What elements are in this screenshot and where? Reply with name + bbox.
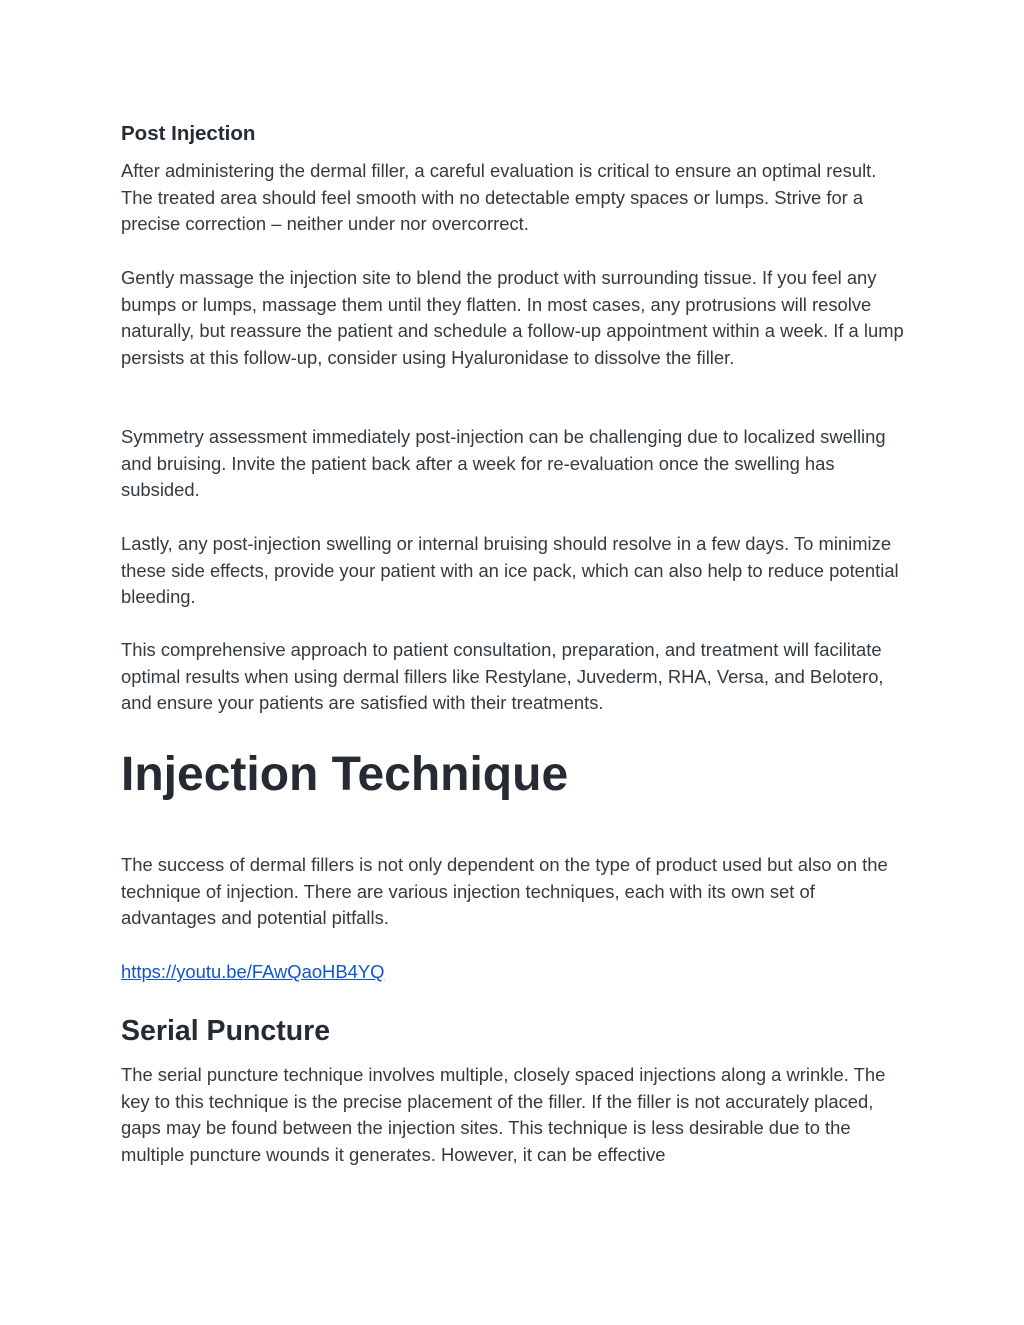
- injection-technique-intro: The success of dermal fillers is not only dependent on the type of product used but also on the technique of injection. There are various injection techniques, each with its own set of advantages and potential pitfalls.: [121, 854, 888, 929]
- video-link[interactable]: https://youtu.be/FAwQaoHB4YQ: [121, 961, 385, 982]
- injection-technique-heading: Injection Technique: [121, 748, 569, 801]
- post-injection-paragraph-1: After administering the dermal filler, a careful evaluation is critical to ensure an optimal result. The treated area should feel smooth with no detectable empty spaces or lumps. Strive for a precise correction – neither under nor overcorrect.: [121, 160, 877, 235]
- serial-puncture-text: The serial puncture technique involves multiple, closely spaced injections along a wrinkle. The key to this technique is the precise placement of the filler. If the filler is not accurately placed, gaps may be found between the injection sites. This technique is less desirable due to the multiple puncture wounds it generates. However, it can be effective: [121, 1064, 886, 1165]
- post-injection-paragraph-2: Gently massage the injection site to blend the product with surrounding tissue. If you feel any bumps or lumps, massage them until they flatten. In most cases, any protrusions will resolve naturally, but reassure the patient and schedule a follow-up appointment within a week. If a lump persists at this follow-up, consider using Hyaluronidase to dissolve the filler.: [121, 267, 904, 368]
- post-injection-paragraph-3: Symmetry assessment immediately post-injection can be challenging due to localized swelling and bruising. Invite the patient back after a week for re-evaluation once the swelling has subsided.: [121, 426, 886, 501]
- post-injection-paragraph-4: Lastly, any post-injection swelling or internal bruising should resolve in a few days. To minimize these side effects, provide your patient with an ice pack, which can also help to reduce potential bleeding.: [121, 533, 899, 608]
- post-injection-heading: Post Injection: [121, 122, 256, 145]
- post-injection-paragraph-5: This comprehensive approach to patient consultation, preparation, and treatment will facilitate optimal results when using dermal fillers like Restylane, Juvederm, RHA, Versa, and Belotero, and ensure your patients are satisfied with their treatments.: [121, 639, 884, 714]
- serial-puncture-heading: Serial Puncture: [121, 1015, 331, 1047]
